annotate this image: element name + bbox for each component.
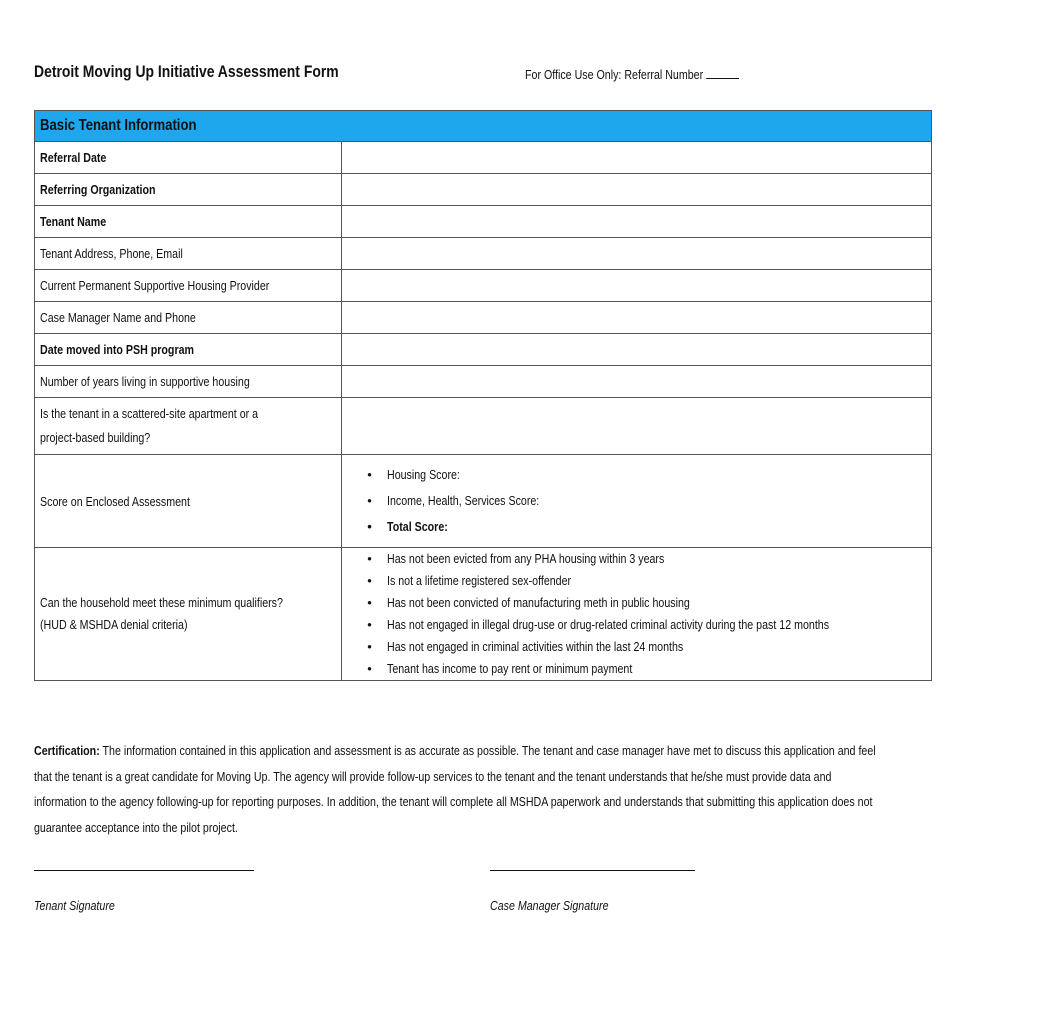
qualifiers-list <box>342 548 932 681</box>
table-row <box>35 270 932 302</box>
table-row <box>35 366 932 398</box>
form-title: Detroit Moving Up Initiative Assessment Form <box>34 62 339 81</box>
tenant-information-table <box>34 110 932 681</box>
table-row <box>35 334 932 366</box>
tenant-signature-line[interactable] <box>34 870 254 871</box>
field-referring-organization[interactable] <box>342 174 932 206</box>
table-row <box>35 206 932 238</box>
table-row <box>35 302 932 334</box>
office-use-referral-number: For Office Use Only: Referral Number <box>525 66 786 82</box>
row-label-case-manager: Case Manager Name and Phone <box>35 302 342 334</box>
row-label-referral-date: Referral Date <box>35 142 342 174</box>
field-tenant-contact[interactable] <box>342 238 932 270</box>
table-row <box>35 548 932 681</box>
field-years-supportive-housing[interactable] <box>342 366 932 398</box>
qualifier-item: • Has not engaged in illegal drug-use or drug-related criminal activity during the past 12 months <box>347 614 926 636</box>
table-row <box>35 174 932 206</box>
qualifier-item: • Has not engaged in criminal activities within the last 24 months <box>347 636 926 658</box>
certification-paragraph: Certification: The information contained in this application and assessment is as accurate as possible. The tenant and case manager have met to discuss this application and feel that the tenant is a great candidate for Moving Up. The agency will provide follow-up services to the tenant and the tenant understands that he/she must provide data and information to the agency following-up for reporting purposes. In addition, the tenant will complete all MSHDA paperwork and understands that submitting this application does not guarantee acceptance into the pilot project. <box>34 743 876 835</box>
section-header: Basic Tenant Information <box>35 111 932 142</box>
field-case-manager[interactable] <box>342 302 932 334</box>
total-score-item[interactable]: • Total Score: <box>347 514 926 540</box>
row-label-tenant-contact: Tenant Address, Phone, Email <box>35 238 342 270</box>
qualifier-item: • Has not been evicted from any PHA housing within 3 years <box>347 548 926 570</box>
row-label-years-supportive-housing: Number of years living in supportive housing <box>35 366 342 398</box>
row-label-tenant-name: Tenant Name <box>35 206 342 238</box>
tenant-signature-label: Tenant Signature <box>34 898 115 913</box>
case-manager-signature-line[interactable] <box>490 870 695 871</box>
table-row <box>35 398 932 455</box>
row-label-psh-provider: Current Permanent Supportive Housing Provider <box>35 270 342 302</box>
field-date-moved[interactable] <box>342 334 932 366</box>
row-label-building-type: Is the tenant in a scattered-site apartment or a project-based building? <box>35 398 342 455</box>
referral-number-blank[interactable] <box>706 66 739 79</box>
row-label-date-moved: Date moved into PSH program <box>35 334 342 366</box>
field-building-type[interactable] <box>342 398 932 455</box>
qualifier-item: • Has not been convicted of manufacturing meth in public housing <box>347 592 926 614</box>
income-health-services-score-item[interactable]: • Income, Health, Services Score: <box>347 488 926 514</box>
qualifier-item: • Tenant has income to pay rent or minimum payment <box>347 658 926 680</box>
assessment-score-list <box>342 455 932 548</box>
row-label-minimum-qualifiers: Can the household meet these minimum qualifiers? (HUD & MSHDA denial criteria) <box>35 548 342 681</box>
table-row <box>35 455 932 548</box>
row-label-assessment-score: Score on Enclosed Assessment <box>35 455 342 548</box>
field-referral-date[interactable] <box>342 142 932 174</box>
housing-score-item[interactable]: • Housing Score: <box>347 462 926 488</box>
row-label-referring-organization: Referring Organization <box>35 174 342 206</box>
case-manager-signature-label: Case Manager Signature <box>490 898 609 913</box>
qualifier-item: • Is not a lifetime registered sex-offender <box>347 570 926 592</box>
field-tenant-name[interactable] <box>342 206 932 238</box>
table-row <box>35 142 932 174</box>
certification-label: Certification: <box>34 743 100 758</box>
table-row <box>35 238 932 270</box>
field-psh-provider[interactable] <box>342 270 932 302</box>
